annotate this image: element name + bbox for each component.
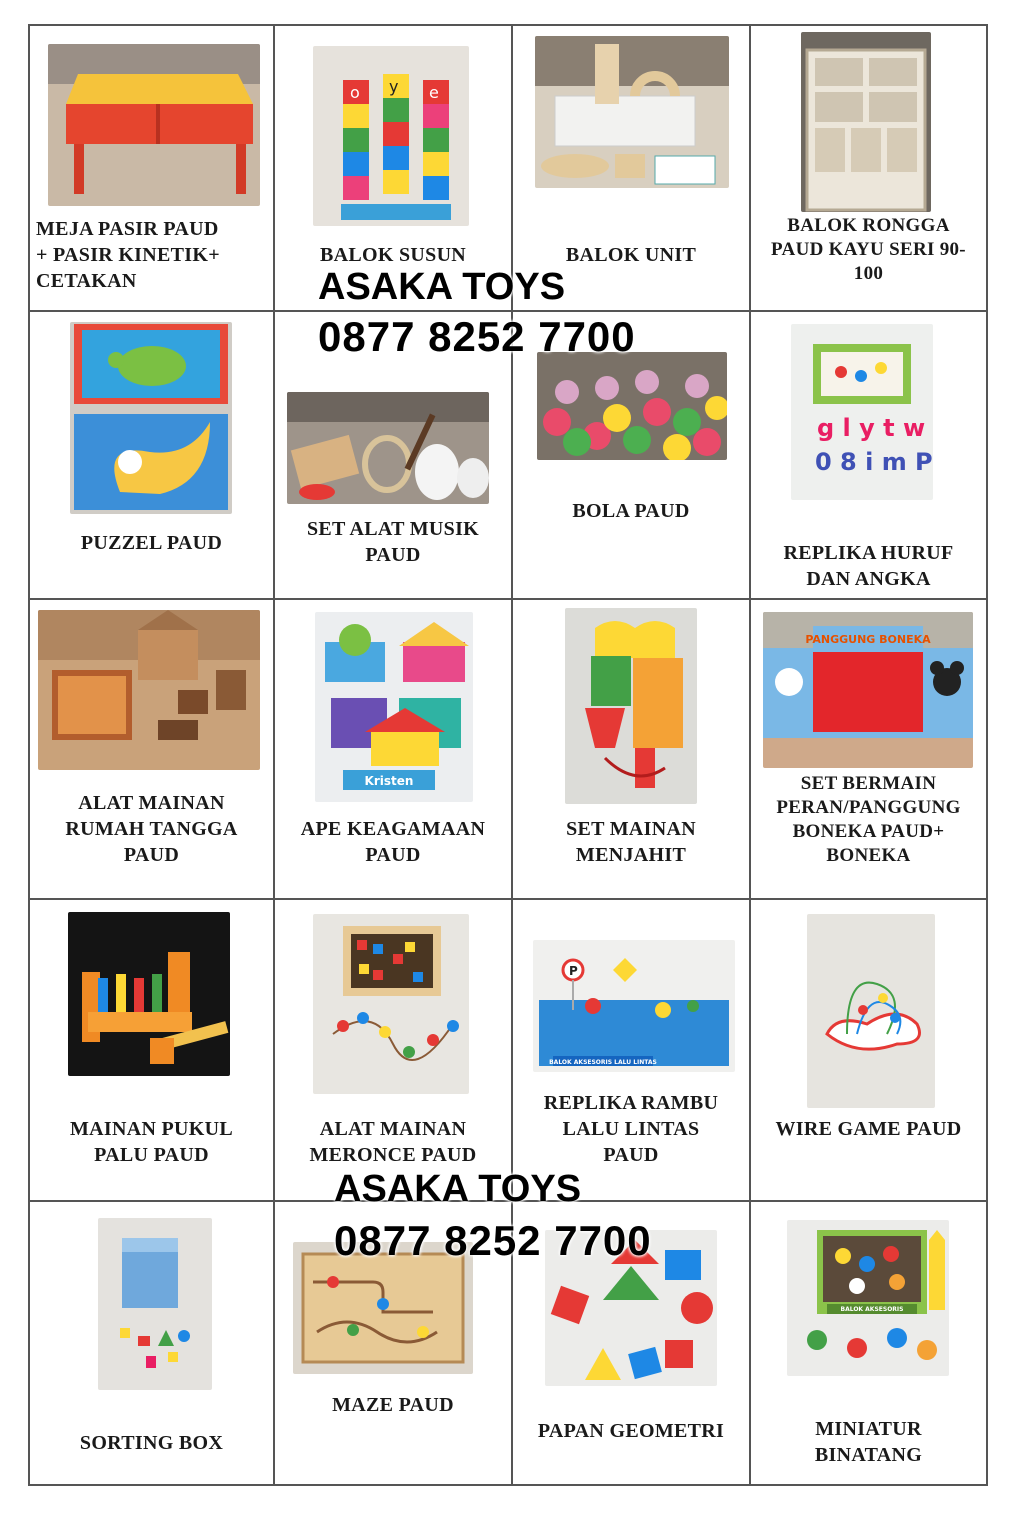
puzzle-photo (70, 322, 232, 514)
product-label: MEJA PASIR PAUD + PASIR KINETIK+ CETAKAN (36, 218, 220, 292)
svg-text:o: o (350, 83, 360, 102)
svg-text:y: y (389, 77, 399, 96)
product-label: BALOK RONGGA PAUD KAYU SERI 90- 100 (771, 215, 966, 284)
product-card (275, 600, 513, 898)
product-card (30, 312, 275, 598)
letters-row-1: g l y t w (817, 414, 926, 442)
product-card (513, 900, 751, 1200)
product-label: PAPAN GEOMETRI (537, 1420, 725, 1442)
product-card (751, 312, 986, 598)
product-label: SET ALAT MUSIK PAUD (306, 518, 480, 566)
product-label: MINIATUR BINATANG (814, 1418, 923, 1466)
product-card (751, 1202, 986, 1486)
watermark-phone: 0877 8252 7700 (334, 1217, 652, 1264)
dollhouse-furniture-photo (38, 610, 260, 770)
product-card (30, 900, 275, 1200)
wire-game-photo (807, 914, 935, 1108)
ball-pit-photo (537, 352, 727, 460)
product-card (751, 26, 986, 310)
hammer-bench-photo (68, 912, 230, 1076)
religious-tag: Kristen (364, 774, 414, 788)
hollow-blocks-photo (801, 32, 931, 212)
grid-row (30, 600, 986, 900)
product-card (30, 26, 275, 310)
product-card (751, 600, 986, 898)
product-card (513, 600, 751, 898)
product-label: ALAT MAINAN RUMAH TANGGA PAUD (65, 792, 238, 866)
traffic-box-label: BALOK AKSESORIS LALU LINTAS (549, 1059, 657, 1066)
product-label: ALAT MAINAN MERONCE PAUD (309, 1118, 477, 1166)
product-label: REPLIKA RAMBU LALU LINTAS PAUD (543, 1092, 719, 1166)
product-label: BOLA PAUD (572, 500, 690, 522)
product-label: BALOK UNIT (565, 244, 697, 266)
product-label: SET MAINAN MENJAHIT (566, 818, 696, 866)
letters-row-2: 0 8 i m P (815, 448, 933, 476)
product-label: MAZE PAUD (332, 1394, 454, 1416)
traffic-signs-photo (533, 940, 735, 1072)
watermark-phone: 0877 8252 7700 (318, 313, 636, 360)
svg-text:e: e (429, 83, 439, 102)
product-card (275, 900, 513, 1200)
animal-miniatures-photo (787, 1220, 949, 1376)
bead-stringing-photo (313, 914, 469, 1094)
watermark-title: ASAKA TOYS (334, 1168, 582, 1210)
unit-blocks-photo (535, 36, 729, 188)
sand-table-photo (48, 44, 260, 206)
product-label: PUZZEL PAUD (80, 532, 223, 554)
product-label: MAINAN PUKUL PALU PAUD (69, 1118, 234, 1166)
product-grid (28, 24, 988, 1486)
product-card (30, 600, 275, 898)
product-card (30, 1202, 275, 1486)
product-label: SET BERMAIN PERAN/PANGGUNG BONEKA PAUD+ BONEKA (776, 773, 961, 866)
letters-numbers-photo (791, 324, 933, 500)
religious-buildings-photo (315, 612, 473, 802)
product-label: BALOK SUSUN (319, 244, 467, 266)
stage-sign: PANGGUNG BONEKA (805, 633, 931, 646)
music-set-photo (287, 392, 489, 504)
puppet-stage-photo (763, 612, 973, 768)
product-label: SORTING BOX (79, 1432, 224, 1454)
watermark-title: ASAKA TOYS (318, 266, 566, 308)
svg-text:P: P (569, 964, 578, 978)
product-label: WIRE GAME PAUD (775, 1118, 962, 1140)
lacing-toys-photo (565, 608, 697, 804)
animal-box-label: BALOK AKSESORIS (840, 1306, 904, 1313)
stacking-blocks-photo (313, 46, 469, 226)
sorting-box-photo (98, 1218, 212, 1390)
product-label: REPLIKA HURUF DAN ANGKA (783, 542, 954, 590)
product-label: APE KEAGAMAAN PAUD (300, 818, 486, 866)
grid-row (30, 900, 986, 1202)
product-card (751, 900, 986, 1200)
